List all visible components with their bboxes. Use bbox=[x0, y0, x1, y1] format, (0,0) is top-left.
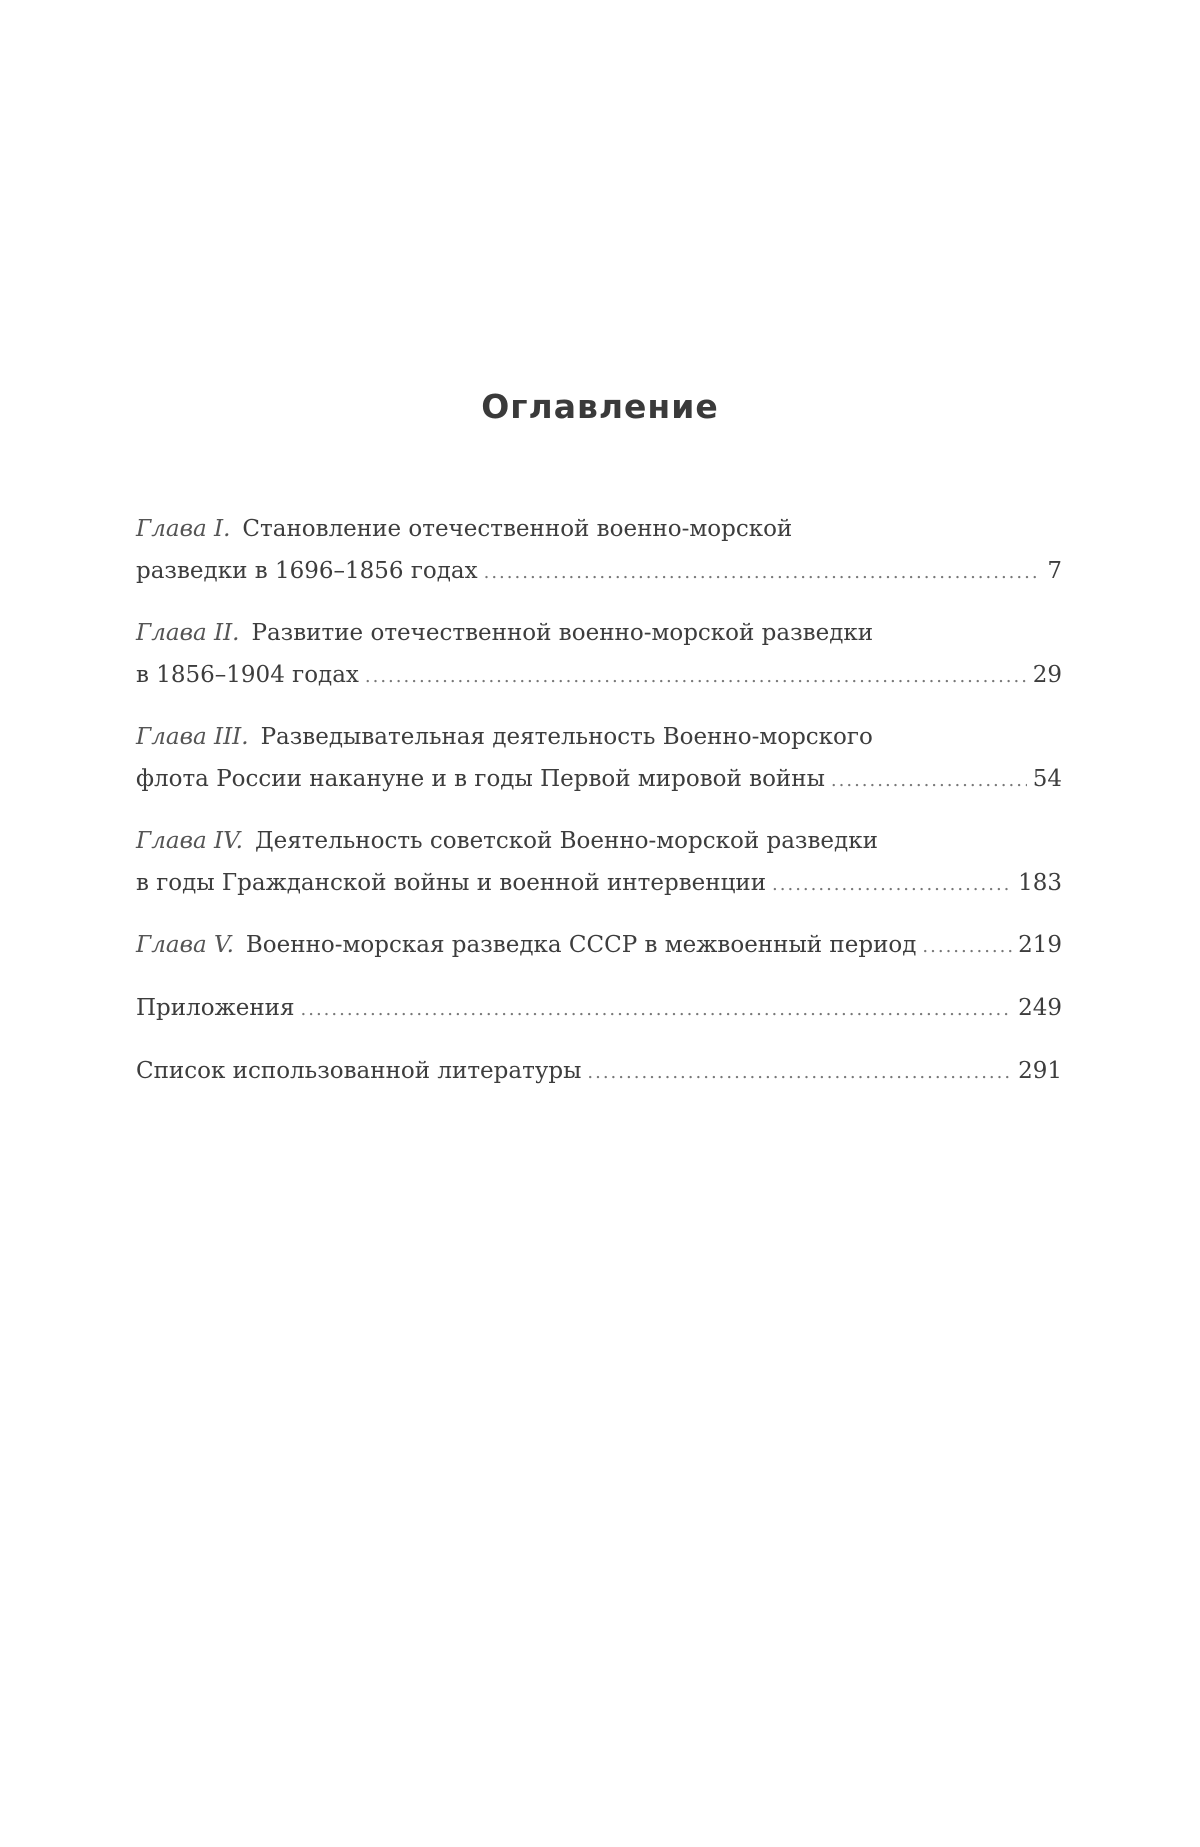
chapter-title-part: флота России накануне и в годы Первой мировой войны bbox=[136, 766, 825, 792]
dot-leader bbox=[772, 864, 1012, 906]
toc-entry-last-line bbox=[136, 550, 1062, 594]
toc-entry-last-line bbox=[136, 758, 1062, 802]
chapter-number: Глава I. bbox=[136, 516, 231, 542]
chapter-number: Глава V. bbox=[136, 932, 234, 958]
dot-leader bbox=[831, 760, 1027, 802]
toc-entry-last-line bbox=[136, 654, 1062, 698]
chapter-title-part: в 1856–1904 годах bbox=[136, 662, 359, 688]
chapter-title-part: Развитие отечественной военно-морской разведки bbox=[251, 620, 874, 646]
toc-entry-first-line bbox=[136, 716, 1062, 758]
toc-entry-appendices bbox=[136, 987, 1062, 1031]
dot-leader bbox=[484, 552, 1042, 594]
chapter-title-text: Военно-морская разведка СССР в межвоенный период bbox=[245, 932, 917, 958]
dot-leader bbox=[922, 926, 1012, 968]
page-number: 219 bbox=[1018, 932, 1062, 958]
toc-entry-chapter-5 bbox=[136, 924, 1062, 968]
toc-entry-first-line bbox=[136, 508, 1062, 550]
toc-entry-last-line bbox=[136, 987, 1062, 1031]
dot-leader bbox=[587, 1052, 1012, 1094]
toc-entry-last-line bbox=[136, 1050, 1062, 1094]
chapter-number: Глава III. bbox=[136, 724, 249, 750]
page-number: 29 bbox=[1032, 662, 1062, 688]
chapter-title-part: Разведывательная деятельность Военно-морского bbox=[260, 724, 873, 750]
chapter-title-part: Становление отечественной военно-морской bbox=[242, 516, 793, 542]
entry-title: Список использованной литературы bbox=[136, 1058, 582, 1084]
page-number: 54 bbox=[1032, 766, 1062, 792]
chapter-title-part: разведки в 1696–1856 годах bbox=[136, 558, 478, 584]
toc-entry-first-line bbox=[136, 612, 1062, 654]
chapter-title-part bbox=[136, 924, 916, 966]
page-number: 7 bbox=[1047, 558, 1062, 584]
toc-entry-last-line bbox=[136, 862, 1062, 906]
entry-title: Приложения bbox=[136, 995, 295, 1021]
toc-entry-chapter-3 bbox=[136, 716, 1062, 802]
chapter-number: Глава II. bbox=[136, 620, 240, 646]
toc-entry-chapter-4 bbox=[136, 820, 1062, 906]
page-title: Оглавление bbox=[481, 387, 719, 426]
toc-entry-chapter-2 bbox=[136, 612, 1062, 698]
page-number: 291 bbox=[1018, 1058, 1062, 1084]
page-number: 249 bbox=[1018, 995, 1062, 1021]
dot-leader bbox=[365, 656, 1027, 698]
page-number: 183 bbox=[1018, 870, 1062, 896]
toc-entry-chapter-1 bbox=[136, 508, 1062, 594]
chapter-title-part: в годы Гражданской войны и военной интервенции bbox=[136, 870, 767, 896]
toc-entry-first-line bbox=[136, 820, 1062, 862]
toc-entry-last-line bbox=[136, 924, 1062, 968]
table-of-contents bbox=[136, 508, 1062, 1113]
dot-leader bbox=[301, 989, 1013, 1031]
toc-entry-bibliography bbox=[136, 1050, 1062, 1094]
chapter-number: Глава IV. bbox=[136, 828, 243, 854]
chapter-title-part: Деятельность советской Военно-морской разведки bbox=[254, 828, 878, 854]
